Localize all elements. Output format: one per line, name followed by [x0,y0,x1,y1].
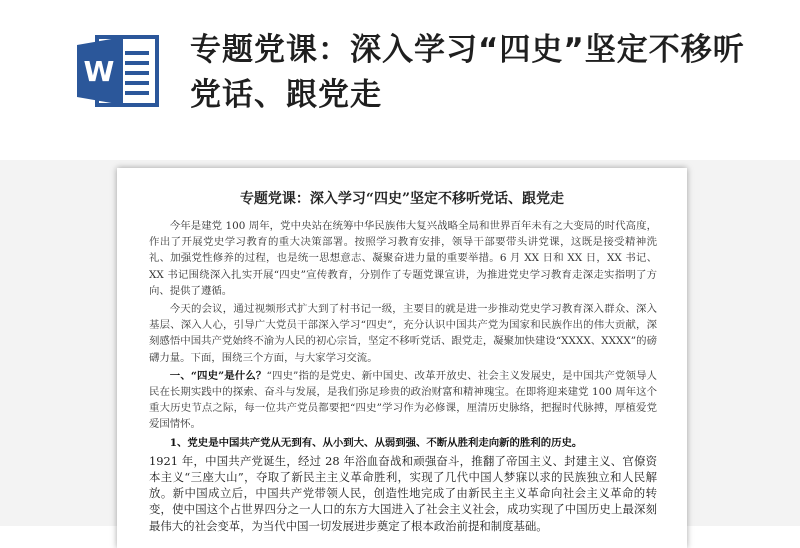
document-body [149,218,657,536]
paragraph-3-text: “四史”指的是党史、新中国史、改革开放史、社会主义发展史，是中国共产党领导人民在长期实践中的探索、奋斗与发展，是我们弥足珍贵的政治财富和精神瑰宝。在即将迎来建党 100 周年这个重大历史节点之际，每一位共产党员都要把“四史”学习作为必修课，厘清历史脉络，把握时代脉搏，厚植爱党爱国情怀。 [149,369,658,431]
paragraph-5: 1921 年，中国共产党诞生，经过 28 年浴血奋战和顽强奋斗，推翻了帝国主义、封建主义、官僚资本主义“三座大山”，夺取了新民主主义革命胜利，实现了几代中国人梦寐以求的民族独立和人民解放。新中国成立后，中国共产党带领人民，创造性地完成了由新民主主义革命向社会主义革命的转变，使中国这个占世界四分之一人口的东方大国进入了社会主义社会，成功实现了中国历史上最深刻最伟大的社会变革，为当代中国一切发展进步奠定了根本政治前提和制度基础。 [149,453,657,533]
paragraph-2: 今天的会议，通过视频形式扩大到了村书记一级，主要目的就是进一步推动党史学习教育深入群众、深入基层、深入人心，引导广大党员干部深入学习“四史”，充分认识中国共产党为国家和民族作出的伟大贡献，深刻感悟中国共产党始终不渝为人民的初心宗旨，坚定不移听党话、跟党走，凝聚加快建设“XXXX、XXXX”的磅礴力量。下面，围绕三个方面，与大家学习交流。 [149,303,657,364]
page-title: 专题党课：深入学习“四史”坚定不移听党话、跟党走 [190,32,745,113]
paragraph-3 [149,368,657,433]
section-heading-1: 一、“四史”是什么？ [169,369,267,382]
paragraph-1: 今年是建党 100 周年，党中央站在统筹中华民族伟大复兴战略全局和世界百年未有之大变局的时代高度，作出了开展党史学习教育的重大决策部署。按照学习教育安排，领导干部要带头讲党课，这既是接受精神洗礼、加强党性修养的过程，也是统一思想意志、凝聚奋进力量的重要举措。6 月 XX 日和 XX 日，XX 书记、XX 书记围绕深入扎实开展“四史”宣传教育，分别作了专题党课宣讲，为推进党史学习教育走深走实指明了方向、提供了遵循。 [149,220,657,297]
word-icon-letter: W [83,55,115,88]
header [0,0,800,160]
word-document-icon [75,31,165,111]
document-page [117,168,687,548]
subheading-1: 1、党史是中国共产党从无到有、从小到大、从弱到强、不断从胜利走向新的胜利的历史。 [169,436,583,449]
document-title: 专题党课：深入学习“四史”坚定不移听党话、跟党走 [239,191,565,207]
